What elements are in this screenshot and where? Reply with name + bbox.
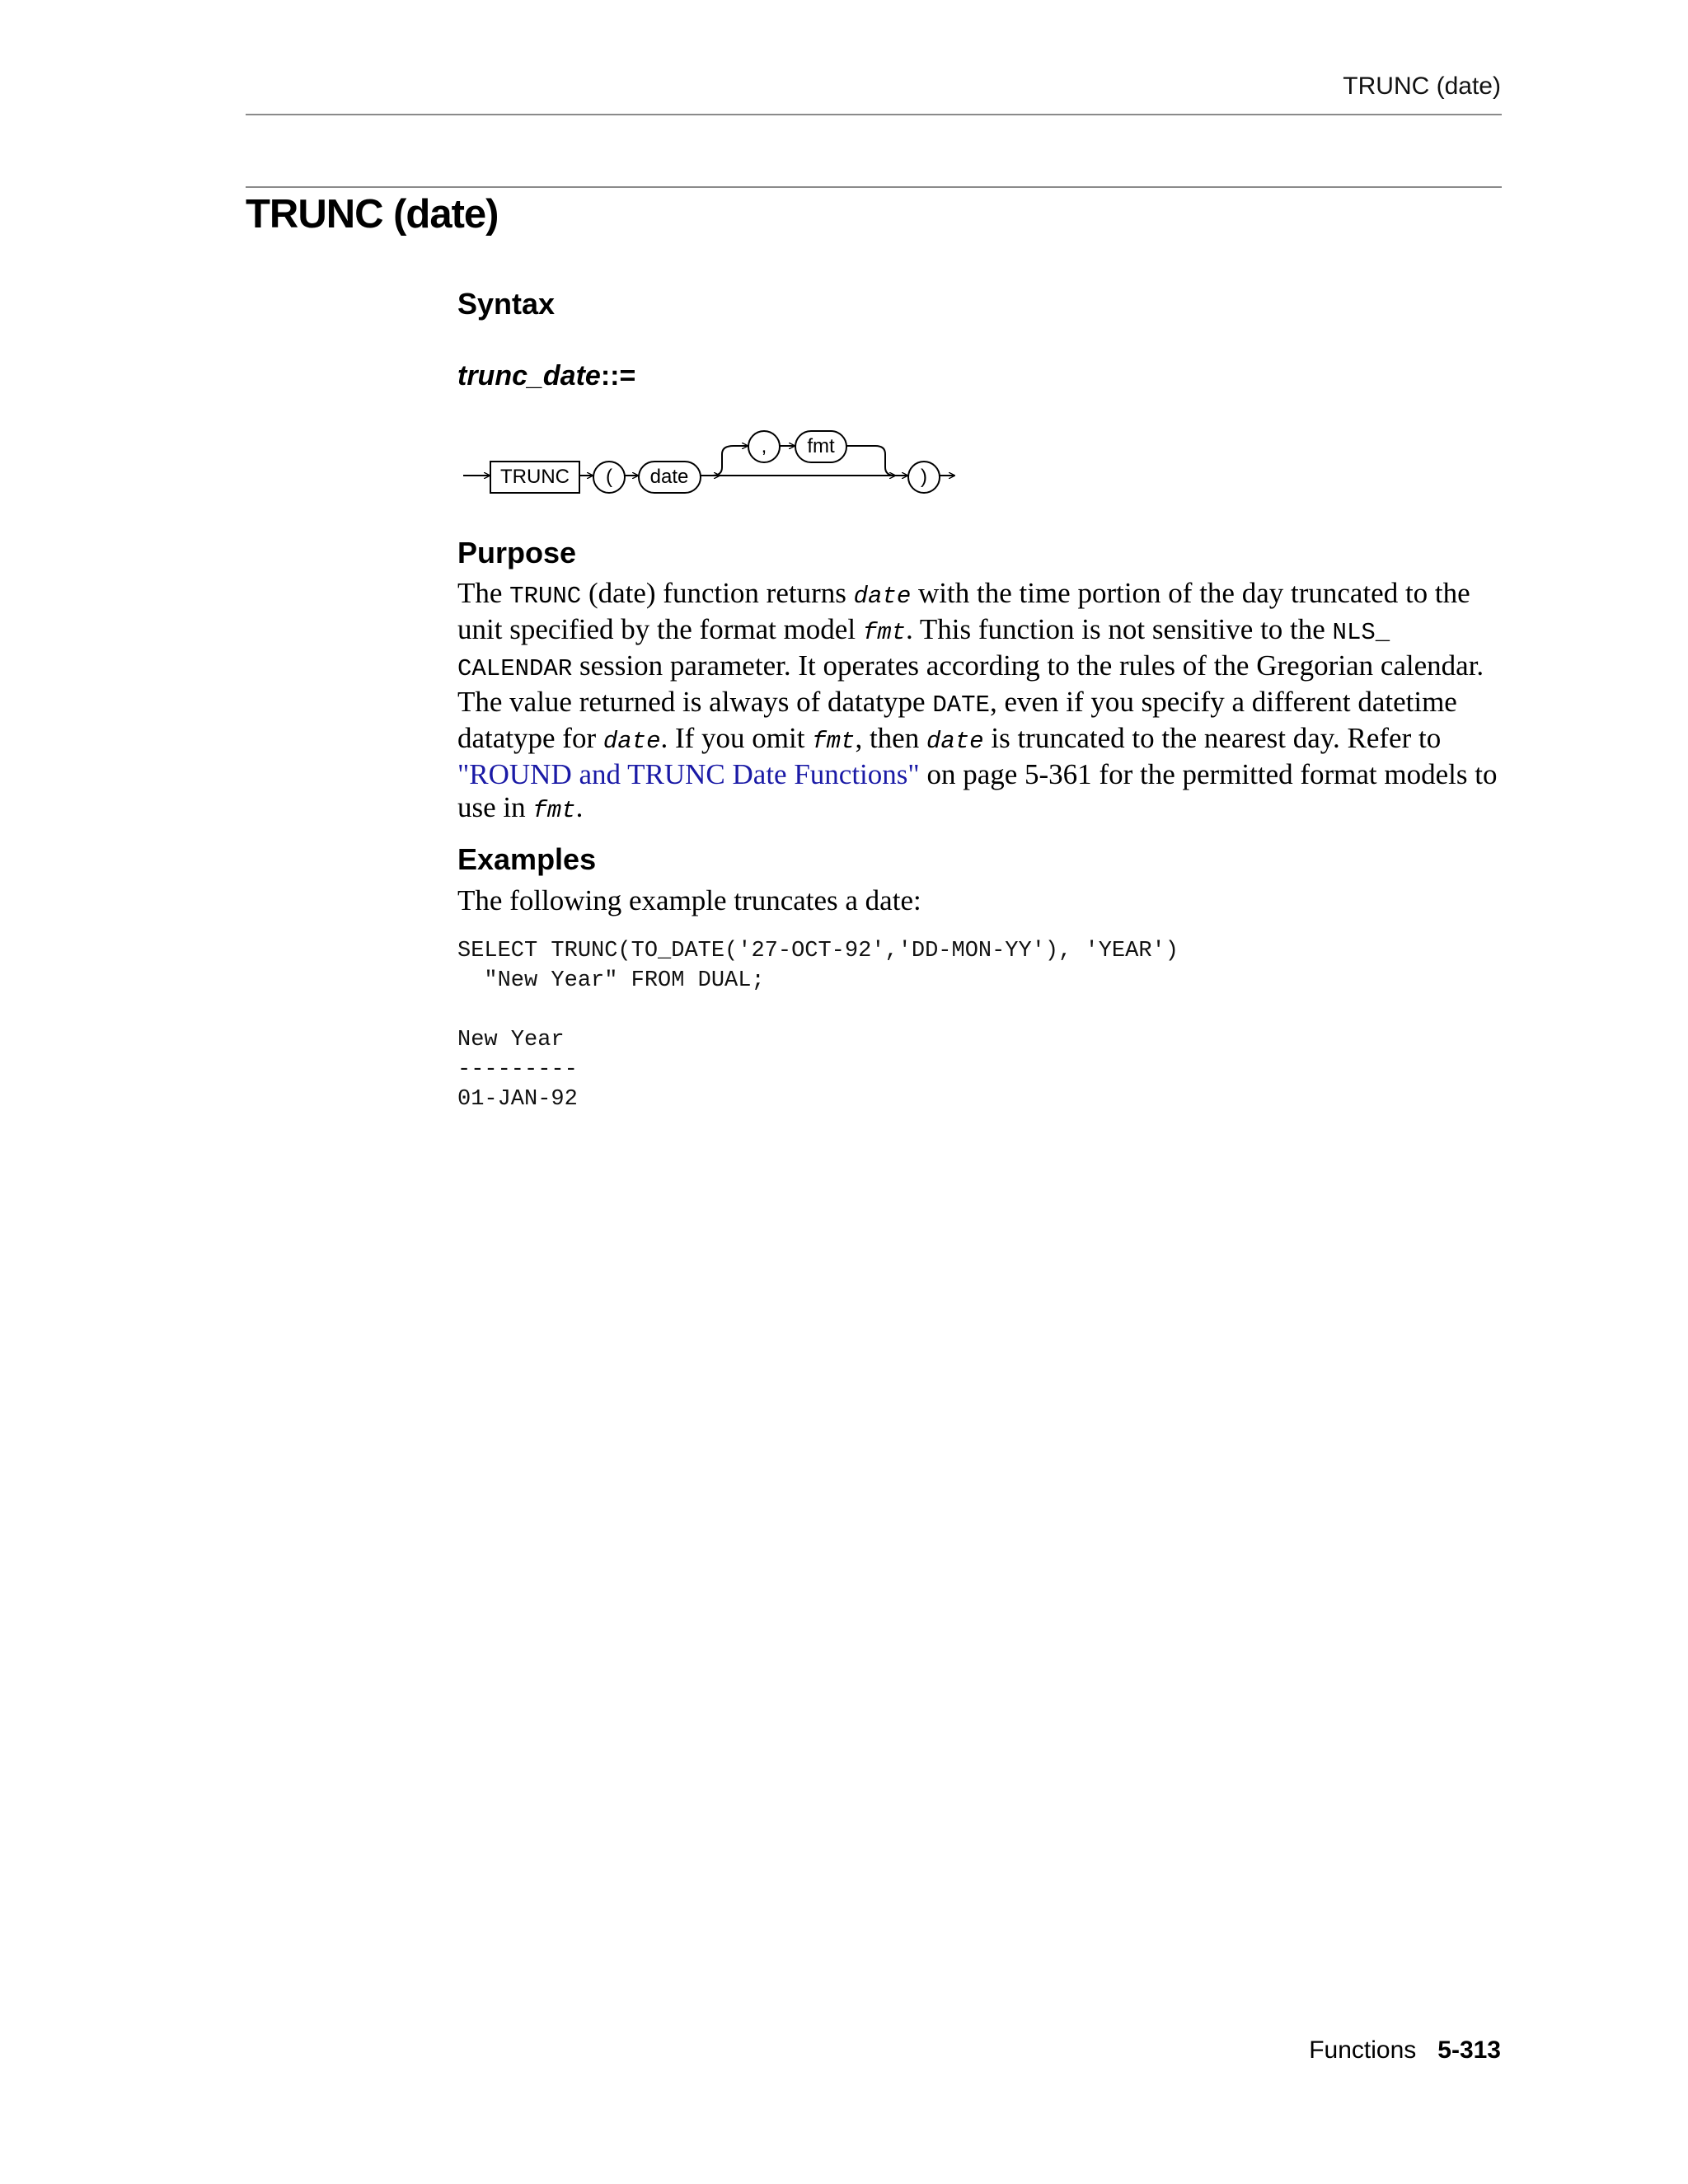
fmt-label: fmt xyxy=(807,435,835,457)
comma-label: , xyxy=(761,435,767,457)
examples-heading: Examples xyxy=(457,842,597,876)
page-footer xyxy=(1309,2036,1501,2064)
running-header: TRUNC (date) xyxy=(1343,73,1501,100)
header-rule xyxy=(246,114,1502,115)
footer-section: Functions xyxy=(1309,2036,1417,2064)
purpose-heading: Purpose xyxy=(457,536,577,569)
example-intro: The following example truncates a date: xyxy=(457,884,921,916)
syntax-heading: Syntax xyxy=(457,287,556,321)
page-title: TRUNC (date) xyxy=(246,192,499,237)
title-rule xyxy=(246,186,1502,188)
round-trunc-date-functions-link[interactable]: "ROUND and TRUNC Date Functions" xyxy=(457,758,920,790)
code-example: SELECT TRUNC(TO_DATE('27-OCT-92','DD-MON-YY'), 'YEAR') "New Year" FROM DUAL; New Year --------- 01-JAN-92 xyxy=(457,939,1179,1112)
page-number: 5-313 xyxy=(1437,2036,1501,2064)
open-paren-label: ( xyxy=(606,466,612,488)
date-label: date xyxy=(649,466,689,488)
close-paren-label: ) xyxy=(921,466,927,488)
syntax-diagram xyxy=(453,416,964,507)
keyword-trunc-label: TRUNC xyxy=(500,466,570,488)
syntax-rule-name: trunc_date::= xyxy=(457,360,636,391)
purpose-paragraph: The TRUNC (date) function returns date with the time portion of the day truncated to the unit specified by the format model fmt. This function is not sensitive to the NLS_ CALENDAR session parameter. It operates according to the rules of the Gregorian calendar. The value returned is always of datatype DATE, even if you specify a different datetime datatype for date. If you omit fmt, then date is truncated to the nearest day. Refer to "ROUND and TRUNC Date Functions" on page 5-361 for the permitted format models to use in fmt. xyxy=(457,577,1498,824)
